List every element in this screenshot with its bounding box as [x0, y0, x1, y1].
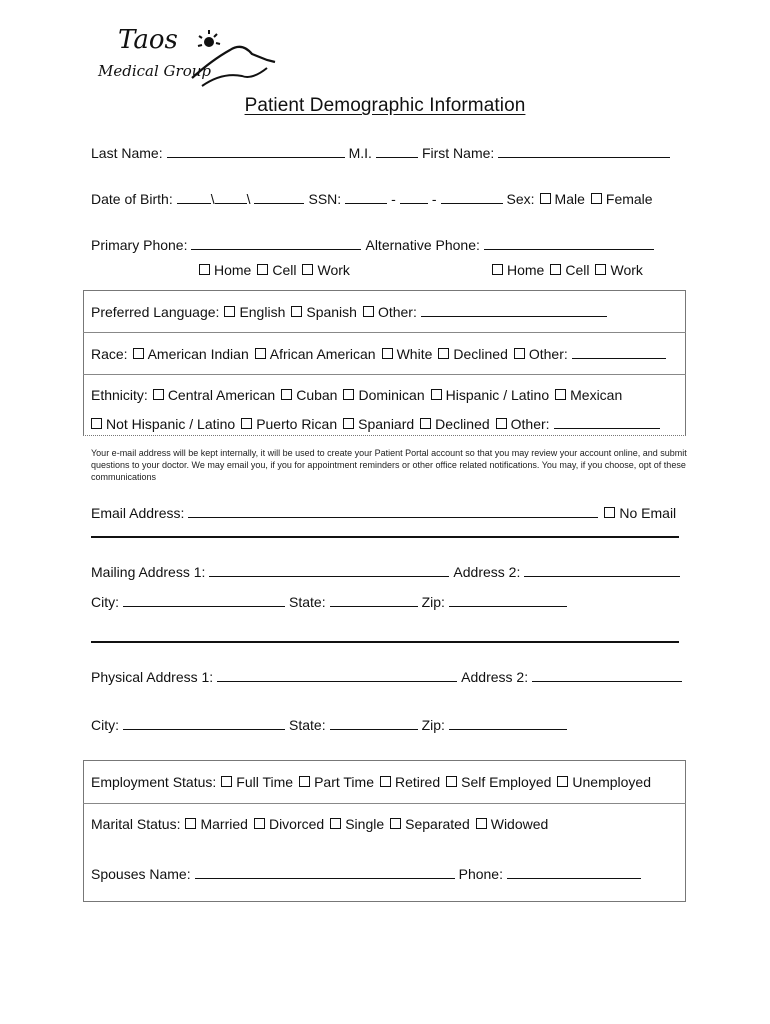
puerto-rican-checkbox[interactable] — [241, 418, 252, 429]
ethnicity-row-2 — [91, 414, 664, 433]
email-label: Email Address: — [91, 505, 185, 521]
cell-checkbox[interactable] — [257, 264, 268, 275]
ethnicity-other-label: Other: — [510, 416, 550, 432]
central-american-label: Central American — [167, 387, 276, 403]
ethnicity-label: Ethnicity: — [91, 387, 148, 403]
work-label: Work — [610, 262, 643, 278]
marital-label: Marital Status: — [91, 816, 181, 832]
mailing-address2-field[interactable] — [524, 562, 680, 577]
employment-row — [91, 773, 651, 791]
unemployed-checkbox[interactable] — [557, 776, 568, 787]
english-checkbox[interactable] — [224, 306, 235, 317]
married-checkbox[interactable] — [185, 818, 196, 829]
cuban-label: Cuban — [296, 387, 338, 403]
employment-label: Employment Status: — [91, 774, 217, 790]
home-checkbox[interactable] — [492, 264, 503, 275]
page-title: Patient Demographic Information — [244, 95, 526, 116]
logo-line1: Taos — [118, 25, 178, 55]
mailing-city-field[interactable] — [123, 592, 285, 607]
spouse-row — [91, 864, 645, 883]
male-checkbox[interactable] — [540, 193, 551, 204]
name-row — [91, 143, 674, 162]
ssn-label: SSN: — [308, 191, 342, 207]
email-notice: Your e-mail address will be kept internally, it will be used to create your Patient Portal account so that you may review your account online, and submit questions to your doctor. We may email you, if you for appointment reminders or other office related notifications. You may, if you choose, opt of these communications — [91, 448, 687, 482]
logo-line2: Medical Group — [98, 62, 211, 80]
language-label: Preferred Language: — [91, 304, 220, 320]
divider — [83, 374, 686, 375]
self-employed-checkbox[interactable] — [446, 776, 457, 787]
divorced-checkbox[interactable] — [254, 818, 265, 829]
physical-city-field[interactable] — [123, 715, 285, 730]
last-name-field[interactable] — [167, 143, 345, 158]
spouse-name-field[interactable] — [195, 864, 455, 879]
home-label: Home — [507, 262, 545, 278]
section-divider — [91, 536, 679, 538]
logo-graphic — [92, 20, 277, 98]
dominican-label: Dominican — [358, 387, 425, 403]
mailing-state-label: State: — [289, 594, 326, 610]
central-american-checkbox[interactable] — [153, 389, 164, 400]
mailing-city-label: City: — [91, 594, 119, 610]
home-checkbox[interactable] — [199, 264, 210, 275]
phone-row — [91, 235, 658, 254]
ssn-part3-field[interactable] — [441, 189, 503, 204]
ssn-dash: - — [391, 191, 396, 207]
dob-year-field[interactable] — [254, 189, 304, 204]
cuban-checkbox[interactable] — [281, 389, 292, 400]
married-label: Married — [200, 816, 248, 832]
full-time-label: Full Time — [236, 774, 294, 790]
not-hispanic-label: Not Hispanic / Latino — [106, 416, 236, 432]
physical-city-label: City: — [91, 717, 119, 733]
american-indian-checkbox[interactable] — [133, 348, 144, 359]
african-american-label: African American — [269, 346, 376, 362]
african-american-checkbox[interactable] — [255, 348, 266, 359]
physical-address1-field[interactable] — [217, 667, 457, 682]
race-other-field[interactable] — [572, 344, 666, 359]
mailing-zip-field[interactable] — [449, 592, 567, 607]
white-checkbox[interactable] — [382, 348, 393, 359]
retired-checkbox[interactable] — [380, 776, 391, 787]
divider — [83, 332, 686, 333]
widowed-label: Widowed — [490, 816, 549, 832]
part-time-checkbox[interactable] — [299, 776, 310, 787]
puerto-rican-label: Puerto Rican — [256, 416, 338, 432]
physical-state-field[interactable] — [330, 715, 418, 730]
work-checkbox[interactable] — [595, 264, 606, 275]
first-name-label: First Name: — [421, 145, 495, 161]
physical-zip-field[interactable] — [449, 715, 567, 730]
mailing-address1-label: Mailing Address 1: — [91, 564, 206, 580]
full-time-checkbox[interactable] — [221, 776, 232, 787]
hispanic-latino-label: Hispanic / Latino — [445, 387, 550, 403]
spouse-name-label: Spouses Name: — [91, 866, 191, 882]
dominican-checkbox[interactable] — [343, 389, 354, 400]
primary-phone-type-options — [199, 261, 350, 279]
mi-label: M.I. — [348, 145, 372, 161]
alternative-phone-type-options — [492, 261, 643, 279]
female-label: Female — [605, 191, 653, 207]
dob-row — [91, 189, 653, 208]
mailing-zip-label: Zip: — [421, 594, 445, 610]
mailing-city-row — [91, 592, 571, 611]
ssn-part1-field[interactable] — [345, 189, 387, 204]
sun-icon — [198, 30, 220, 46]
mexican-label: Mexican — [570, 387, 623, 403]
section-divider — [91, 641, 679, 643]
language-row — [91, 302, 611, 321]
cell-label: Cell — [565, 262, 590, 278]
ssn-part2-field[interactable] — [400, 189, 428, 204]
mi-field[interactable] — [376, 143, 418, 158]
english-label: English — [239, 304, 286, 320]
race-declined-label: Declined — [453, 346, 508, 362]
email-field[interactable] — [188, 503, 598, 518]
mailing-address2-label: Address 2: — [453, 564, 521, 580]
divorced-label: Divorced — [268, 816, 325, 832]
alternative-phone-label: Alternative Phone: — [365, 237, 480, 253]
unemployed-label: Unemployed — [572, 774, 652, 790]
self-employed-label: Self Employed — [461, 774, 552, 790]
dob-month-field[interactable] — [177, 189, 211, 204]
dob-label: Date of Birth: — [91, 191, 173, 207]
language-other-field[interactable] — [421, 302, 607, 317]
first-name-field[interactable] — [498, 143, 670, 158]
primary-phone-label: Primary Phone: — [91, 237, 188, 253]
no-email-checkbox[interactable] — [604, 507, 615, 518]
separated-checkbox[interactable] — [390, 818, 401, 829]
spanish-checkbox[interactable] — [291, 306, 302, 317]
physical-address2-label: Address 2: — [461, 669, 529, 685]
spaniard-checkbox[interactable] — [343, 418, 354, 429]
race-other-checkbox[interactable] — [514, 348, 525, 359]
email-row — [91, 503, 676, 522]
hispanic-latino-checkbox[interactable] — [431, 389, 442, 400]
white-label: White — [396, 346, 433, 362]
spouse-phone-label: Phone: — [458, 866, 503, 882]
ethnicity-declined-label: Declined — [435, 416, 490, 432]
ethnicity-declined-checkbox[interactable] — [420, 418, 431, 429]
not-hispanic-checkbox[interactable] — [91, 418, 102, 429]
divider — [83, 803, 686, 804]
single-checkbox[interactable] — [330, 818, 341, 829]
mailing-address-row — [91, 562, 684, 581]
physical-address-row — [91, 667, 686, 686]
mexican-checkbox[interactable] — [555, 389, 566, 400]
no-email-label: No Email — [619, 505, 677, 521]
last-name-label: Last Name: — [91, 145, 163, 161]
physical-address2-field[interactable] — [532, 667, 682, 682]
separated-label: Separated — [405, 816, 470, 832]
cell-checkbox[interactable] — [550, 264, 561, 275]
language-other-checkbox[interactable] — [363, 306, 374, 317]
ethnicity-other-checkbox[interactable] — [496, 418, 507, 429]
retired-label: Retired — [394, 774, 441, 790]
dob-separator: \ — [246, 191, 251, 207]
race-declined-checkbox[interactable] — [438, 348, 449, 359]
part-time-label: Part Time — [314, 774, 374, 790]
single-label: Single — [345, 816, 385, 832]
ethnicity-other-field[interactable] — [554, 414, 660, 429]
sex-label: Sex: — [506, 191, 535, 207]
male-label: Male — [554, 191, 585, 207]
ethnicity-row-1 — [91, 386, 622, 404]
race-row — [91, 344, 670, 363]
marital-row — [91, 815, 548, 833]
dob-day-field[interactable] — [215, 189, 247, 204]
physical-city-row — [91, 715, 571, 734]
taos-medical-group-logo — [92, 20, 277, 98]
race-other-label: Other: — [528, 346, 568, 362]
language-other-label: Other: — [377, 304, 417, 320]
physical-state-label: State: — [289, 717, 326, 733]
widowed-checkbox[interactable] — [476, 818, 487, 829]
cell-label: Cell — [272, 262, 297, 278]
physical-address1-label: Physical Address 1: — [91, 669, 214, 685]
home-label: Home — [214, 262, 252, 278]
dob-separator: \ — [210, 191, 215, 207]
physical-zip-label: Zip: — [421, 717, 445, 733]
work-checkbox[interactable] — [302, 264, 313, 275]
spaniard-label: Spaniard — [358, 416, 415, 432]
primary-phone-field[interactable] — [191, 235, 361, 250]
work-label: Work — [317, 262, 350, 278]
american-indian-label: American Indian — [147, 346, 249, 362]
mailing-address1-field[interactable] — [209, 562, 449, 577]
race-label: Race: — [91, 346, 128, 362]
spanish-label: Spanish — [306, 304, 357, 320]
ssn-dash: - — [431, 191, 437, 207]
spouse-phone-field[interactable] — [507, 864, 641, 879]
alternative-phone-field[interactable] — [484, 235, 654, 250]
mailing-state-field[interactable] — [330, 592, 418, 607]
female-checkbox[interactable] — [591, 193, 602, 204]
